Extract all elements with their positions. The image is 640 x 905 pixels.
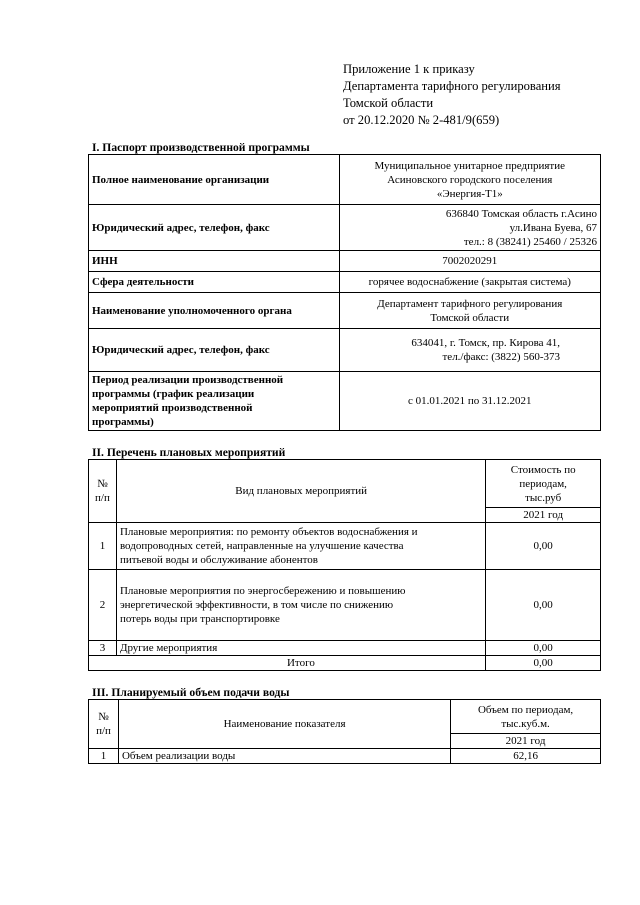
row-value: 634041, г. Томск, пр. Кирова 41, тел./факс: (3822) 560-373 [339, 329, 600, 372]
table-row [89, 329, 601, 372]
total-label: Итого [116, 656, 485, 671]
header-line-2: Департамента тарифного регулирования [343, 79, 561, 93]
row-num: 1 [89, 749, 119, 764]
col-cost-header: Стоимость по периодам, тыс.руб [486, 460, 601, 508]
row-num: 3 [89, 641, 117, 656]
row-value: Департамент тарифного регулирования Томской области [339, 293, 600, 329]
header-line-3: Томской области [343, 96, 434, 110]
row-num: 1 [89, 523, 117, 570]
table-row [89, 272, 601, 293]
row-label: Период реализации производственной программы (график реализации мероприятий производственной программы) [89, 372, 340, 431]
table-row [89, 523, 601, 570]
row-label: Юридический адрес, телефон, факс [89, 329, 340, 372]
header-line-4: от 20.12.2020 № 2-481/9(659) [343, 113, 500, 127]
row-value: 0,00 [486, 641, 601, 656]
year-header: 2021 год [486, 508, 601, 523]
row-num: 2 [89, 570, 117, 641]
table-row [89, 205, 601, 251]
row-value: 7002020291 [339, 251, 600, 272]
header-line-1: Приложение 1 к приказу [343, 62, 475, 76]
table-row [89, 749, 601, 764]
table-row [89, 293, 601, 329]
col-num-header: № п/п [89, 700, 119, 749]
section2-title: II. Перечень плановых мероприятий [92, 446, 286, 459]
row-value: 0,00 [486, 523, 601, 570]
table-row [89, 155, 601, 205]
row-label: Сфера деятельности [89, 272, 340, 293]
year-header: 2021 год [451, 734, 601, 749]
total-value: 0,00 [486, 656, 601, 671]
col-name-header: Наименование показателя [118, 700, 450, 749]
table-header-row [89, 700, 601, 734]
row-name: Плановые мероприятия: по ремонту объектов водоснабжения и водопроводных сетей, направленные на улучшение качества питьевой воды и обслуживание абонентов [116, 523, 485, 570]
total-row [89, 656, 601, 671]
row-name: Плановые мероприятия по энергосбережению и повышению энергетической эффективности, в том числе по снижению потерь воды при транспортировке [116, 570, 485, 641]
table-row [89, 641, 601, 656]
row-name: Другие мероприятия [116, 641, 485, 656]
water-volume-table [88, 699, 601, 764]
section3-title: III. Планируемый объем подачи воды [92, 686, 290, 699]
row-label: Полное наименование организации [89, 155, 340, 205]
row-value: 62,16 [451, 749, 601, 764]
row-value: 636840 Томская область г.Асино ул.Ивана Буева, 67 тел.: 8 (38241) 25460 / 25326 [339, 205, 600, 251]
document-header [343, 61, 561, 129]
row-label: Юридический адрес, телефон, факс [89, 205, 340, 251]
col-num-header: № п/п [89, 460, 117, 523]
col-name-header: Вид плановых мероприятий [116, 460, 485, 523]
row-label: Наименование уполномоченного органа [89, 293, 340, 329]
row-value: с 01.01.2021 по 31.12.2021 [339, 372, 600, 431]
measures-table [88, 459, 601, 671]
row-value: Муниципальное унитарное предприятие Асиновского городского поселения «Энергия-Т1» [339, 155, 600, 205]
col-volume-header: Объем по периодам, тыс.куб.м. [451, 700, 601, 734]
passport-table [88, 154, 601, 431]
row-label: ИНН [89, 251, 340, 272]
table-row [89, 251, 601, 272]
row-name: Объем реализации воды [118, 749, 450, 764]
table-row [89, 570, 601, 641]
table-header-row [89, 460, 601, 508]
row-value: горячее водоснабжение (закрытая система) [339, 272, 600, 293]
row-value: 0,00 [486, 570, 601, 641]
section1-title: I. Паспорт производственной программы [92, 141, 310, 154]
table-row [89, 372, 601, 431]
